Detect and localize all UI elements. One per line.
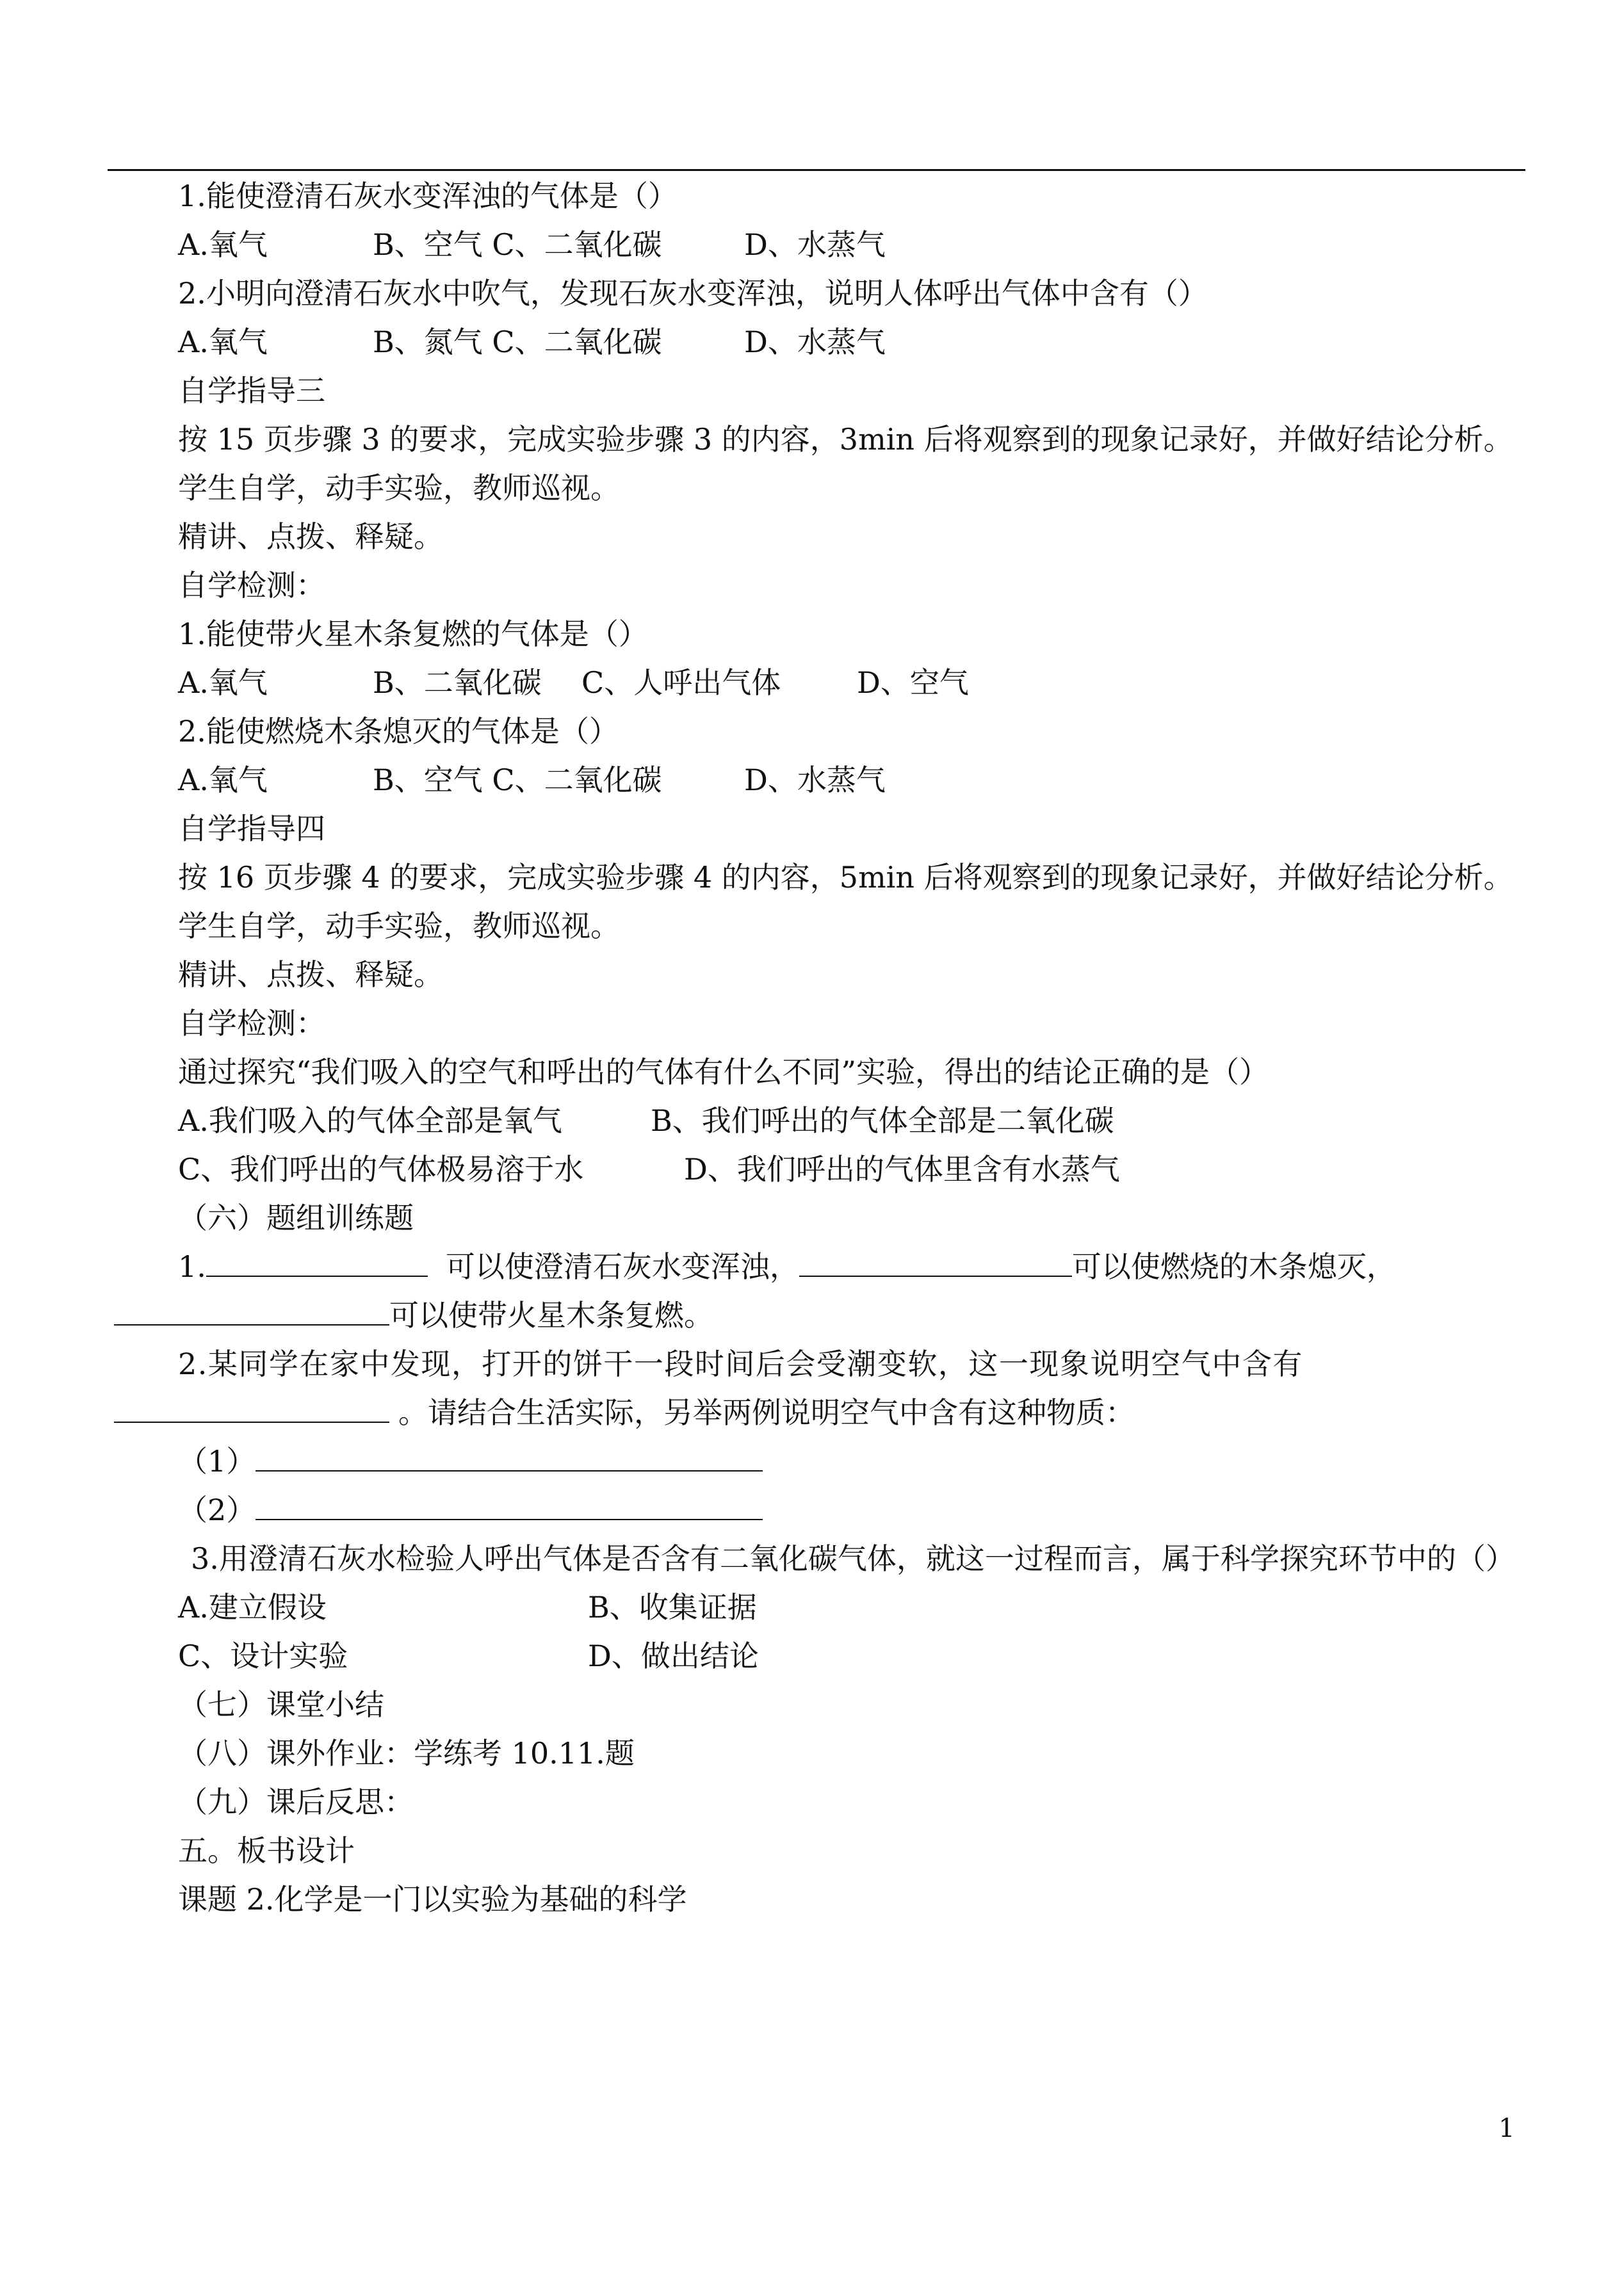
fill-question-1-continued (114, 1291, 1525, 1340)
question-text: 3.用澄清石灰水检验人呼出气体是否含有二氧化碳气体，就这一过程而言，属于科学探究环节中的（） (191, 1541, 1515, 1576)
option-d: D、水蒸气 (744, 763, 886, 797)
answer-line-1 (114, 1437, 1525, 1486)
option-a: A.氧气 (178, 665, 268, 700)
option-a: A.氧气 (178, 763, 268, 797)
paragraph-text: 按 15 页步骤 3 的要求，完成实验步骤 3 的内容，3min 后将观察到的现象记录好，并做好结论分析。 (178, 422, 1513, 457)
answer-blank[interactable] (206, 1246, 428, 1277)
question-3 (114, 1534, 1525, 1583)
option-a: A.我们吸入的气体全部是氧气 (178, 1103, 562, 1138)
paragraph-text: 学生自学，动手实验，教师巡视。 (178, 471, 620, 505)
options-row (114, 220, 1525, 269)
option-b-c: B、空气 C、二氧化碳 (373, 227, 662, 262)
question-text: 可以使带火星木条复燃。 (389, 1298, 713, 1333)
options-row (114, 318, 1525, 366)
option-d: D、空气 (857, 665, 969, 700)
fill-question-2-continued (114, 1388, 1525, 1437)
heading-text: （六）题组训练题 (178, 1201, 414, 1235)
options-row (114, 1096, 1525, 1145)
options-row (114, 1145, 1525, 1194)
option-d: D、我们呼出的气体里含有水蒸气 (684, 1152, 1120, 1187)
answer-blank[interactable] (114, 1392, 389, 1423)
fill-question-2 (114, 1340, 1525, 1388)
paragraph-text: 精讲、点拨、释疑。 (178, 519, 443, 554)
heading-text: 自学检测： (178, 1006, 325, 1041)
section-heading (114, 366, 1525, 415)
option-b: B、收集证据 (588, 1590, 757, 1625)
options-row (114, 1583, 1525, 1632)
paragraph (114, 902, 1525, 950)
option-d: D、水蒸气 (744, 325, 886, 359)
heading-text: 课题 2.化学是一门以实验为基础的科学 (178, 1882, 687, 1917)
answer-blank[interactable] (799, 1246, 1072, 1277)
option-b: B、二氧化碳 (373, 665, 542, 700)
options-row (114, 756, 1525, 804)
document-body (114, 172, 1525, 1924)
question-text: 。请结合生活实际，另举两例说明空气中含有这种物质： (398, 1395, 1135, 1430)
section-heading (114, 804, 1525, 853)
question-2 (114, 707, 1525, 756)
paragraph (114, 950, 1525, 999)
option-c: C、我们呼出的气体极易溶于水 (178, 1152, 584, 1187)
page-number: 1 (1498, 2114, 1515, 2143)
question (114, 1048, 1525, 1096)
paragraph (114, 853, 1525, 902)
option-d: D、水蒸气 (744, 227, 886, 262)
heading-text: 自学指导四 (178, 811, 325, 846)
question-number: 1. (178, 1249, 206, 1284)
heading-text: 自学指导三 (178, 373, 325, 408)
paragraph (114, 512, 1525, 561)
question-text: 2.能使燃烧木条熄灭的气体是（） (178, 714, 619, 749)
question-text: 2.小明向澄清石灰水中吹气，发现石灰水变浑浊，说明人体呼出气体中含有（） (178, 276, 1208, 311)
option-b-c: B、氮气 C、二氧化碳 (373, 325, 662, 359)
paragraph-text: 学生自学，动手实验，教师巡视。 (178, 909, 620, 943)
question-text: 可以使澄清石灰水变浑浊， (445, 1249, 799, 1284)
heading-text: （七）课堂小结 (178, 1687, 384, 1722)
option-a: A.建立假设 (178, 1590, 327, 1625)
paragraph (114, 464, 1525, 512)
question-text: 1.能使带火星木条复燃的气体是（） (178, 617, 648, 651)
section-heading (114, 1194, 1525, 1242)
options-row (114, 1632, 1525, 1680)
section-heading (114, 1778, 1525, 1826)
question-1 (114, 610, 1525, 658)
question-1 (114, 172, 1525, 220)
option-b: B、我们呼出的气体全部是二氧化碳 (651, 1103, 1114, 1138)
answer-label: （1） (178, 1444, 256, 1479)
answer-blank[interactable] (256, 1489, 763, 1520)
fill-question-1 (114, 1242, 1525, 1291)
board-title (114, 1875, 1525, 1924)
paragraph-text: 按 16 页步骤 4 的要求，完成实验步骤 4 的内容，5min 后将观察到的现象记录好，并做好结论分析。 (178, 860, 1513, 895)
option-b-c: B、空气 C、二氧化碳 (373, 763, 662, 797)
question-text: 2.某同学在家中发现，打开的饼干一段时间后会受潮变软，这一现象说明空气中含有 (178, 1347, 1303, 1381)
paragraph (114, 415, 1525, 464)
answer-blank[interactable] (256, 1441, 763, 1472)
answer-line-2 (114, 1486, 1525, 1534)
section-heading (114, 1729, 1525, 1778)
section-heading (114, 1680, 1525, 1729)
section-heading (114, 999, 1525, 1048)
heading-text: （九）课后反思： (178, 1785, 414, 1819)
question-2 (114, 269, 1525, 318)
option-c: C、设计实验 (178, 1639, 348, 1673)
heading-text: 自学检测： (178, 568, 325, 603)
option-c: C、人呼出气体 (581, 665, 781, 700)
answer-label: （2） (178, 1493, 256, 1527)
section-heading (114, 561, 1525, 610)
heading-text: （八）课外作业：学练考 10.11.题 (178, 1736, 635, 1771)
options-row (114, 658, 1525, 707)
question-text: 可以使燃烧的木条熄灭， (1071, 1249, 1396, 1284)
question-text: 1.能使澄清石灰水变浑浊的气体是（） (178, 179, 678, 213)
answer-blank[interactable] (114, 1295, 389, 1326)
option-a: A.氧气 (178, 227, 268, 262)
section-heading (114, 1826, 1525, 1875)
option-a: A.氧气 (178, 325, 268, 359)
heading-text: 五。板书设计 (178, 1833, 355, 1868)
question-text: 通过探究“我们吸入的空气和呼出的气体有什么不同”实验，得出的结论正确的是（） (178, 1055, 1269, 1089)
option-d: D、做出结论 (588, 1639, 759, 1673)
paragraph-text: 精讲、点拨、释疑。 (178, 957, 443, 992)
header-rule (108, 169, 1525, 171)
